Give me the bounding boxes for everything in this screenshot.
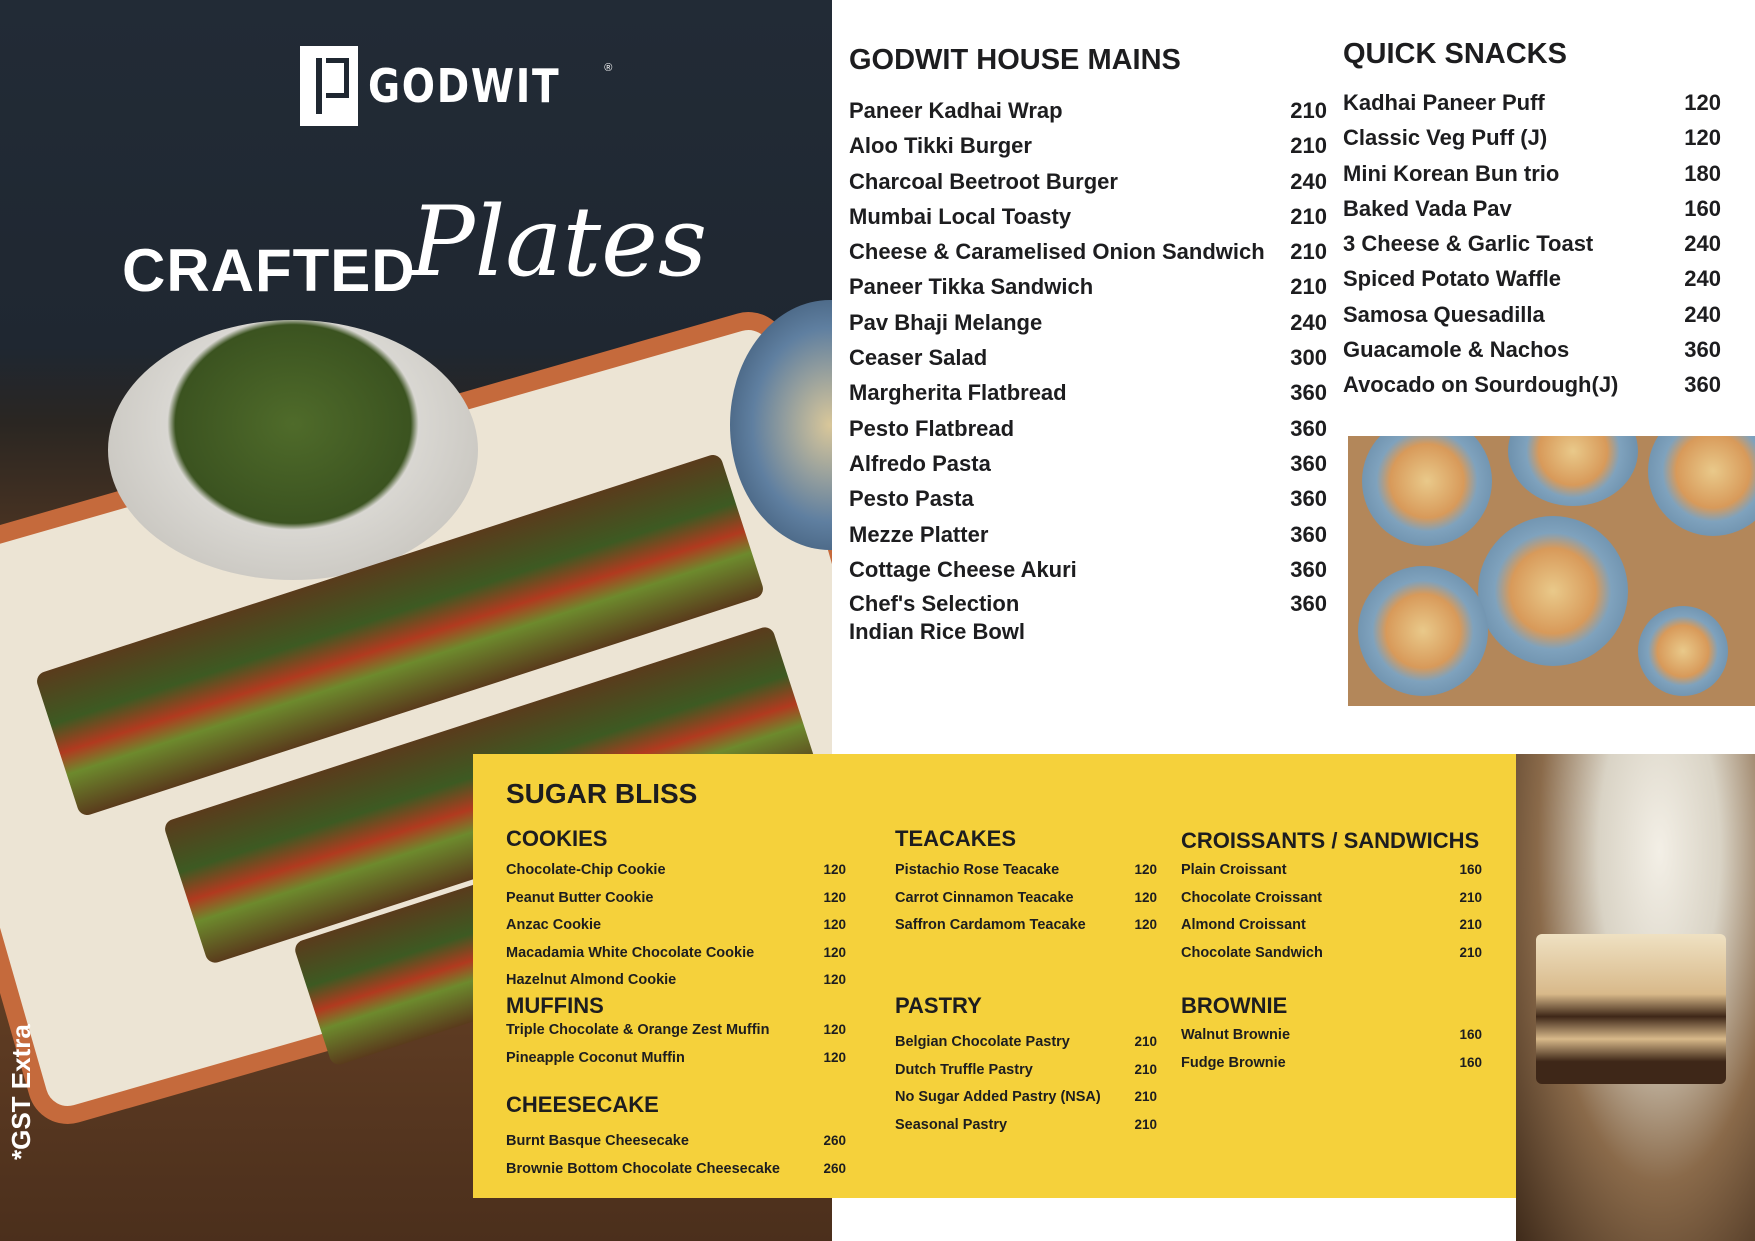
menu-item-price: 210 [1134,1061,1157,1077]
menu-item-price: 210 [1459,889,1482,905]
menu-item [506,1020,846,1048]
food-collage-image [1348,436,1755,706]
menu-item [849,378,1327,413]
menu-item-name: Pistachio Rose Teacake [895,862,1060,878]
menu-item [1343,159,1721,194]
snacks-list [1343,88,1721,406]
menu-item [849,202,1327,237]
croissants-list [1181,860,1482,970]
menu-item [1343,88,1721,123]
chutney-bowl-image [108,320,478,580]
menu-item-name-line: Chef's Selection [849,591,1020,617]
menu-item-price: 360 [1290,591,1327,617]
menu-item [895,888,1157,916]
menu-item [895,1060,1157,1088]
menu-item-name: Chocolate Sandwich [1181,944,1323,961]
menu-item-name: Macadamia White Chocolate Cookie [506,944,755,961]
menu-item [1343,335,1721,370]
menu-item-name: Belgian Chocolate Pastry [895,1034,1070,1050]
menu-item-price: 120 [1134,917,1157,932]
menu-item-price: 120 [823,889,846,905]
menu-item [849,590,1327,646]
menu-item-price: 210 [1290,239,1327,265]
menu-item-name: Avocado on Sourdough(J) [1343,372,1619,398]
menu-item [849,555,1327,590]
menu-item-name: Anzac Cookie [506,917,602,933]
menu-item [506,1159,846,1187]
menu-item [1181,943,1482,971]
menu-item-name: Kadhai Paneer Puff [1343,90,1545,115]
menu-item [849,167,1327,202]
menu-item-price: 210 [1459,944,1482,960]
menu-item-price: 210 [1134,1116,1157,1132]
menu-item-name [849,590,1025,646]
menu-item-price: 210 [1134,1089,1157,1104]
menu-item-name: Aloo Tikki Burger [849,133,1032,159]
menu-item-price: 160 [1459,862,1482,877]
menu-item [1181,888,1482,916]
menu-item [506,943,846,971]
menu-item-name: Paneer Kadhai Wrap [849,98,1063,123]
menu-item-name: Brownie Bottom Chocolate Cheesecake [506,1160,780,1177]
menu-item-price: 120 [823,862,846,877]
menu-item-price: 160 [1459,1054,1482,1070]
menu-item-name-line: Indian Rice Bowl [849,619,1026,645]
menu-item-name: Margherita Flatbread [849,380,1067,406]
menu-item-price: 160 [1459,1027,1482,1042]
menu-item-price: 120 [823,944,846,960]
menu-item-price: 120 [823,1049,846,1065]
menu-item [506,915,846,943]
menu-item [895,1087,1157,1115]
menu-item [849,343,1327,378]
menu-item-price: 120 [1134,862,1157,877]
mains-list [849,96,1327,646]
menu-item [1343,264,1721,299]
menu-item-name: Triple Chocolate & Orange Zest Muffin [506,1022,770,1038]
menu-item [849,414,1327,449]
menu-item-name: Dutch Truffle Pastry [895,1061,1033,1078]
menu-item [1343,300,1721,335]
menu-item-name: Pav Bhaji Melange [849,309,1043,335]
menu-item-name: 3 Cheese & Garlic Toast [1343,231,1594,257]
menu-item-price: 210 [1134,1034,1157,1049]
menu-item-price: 240 [1684,266,1721,292]
menu-item-price: 260 [823,1160,846,1176]
menu-item-name: Cottage Cheese Akuri [849,556,1077,582]
menu-item [895,1032,1157,1060]
muffins-title: MUFFINS [506,993,604,1018]
menu-item-price: 210 [1459,917,1482,932]
menu-item-name: Plain Croissant [1181,862,1287,878]
mains-title: GODWIT HOUSE MAINS [849,44,1181,76]
logo-bird-icon [300,46,358,126]
menu-item [849,131,1327,166]
menu-item [1343,229,1721,264]
cookies-list [506,860,846,998]
menu-item-name: Mini Korean Bun trio [1343,160,1560,186]
menu-item [506,1131,846,1159]
cheesecake-title: CHEESECAKE [506,1092,659,1117]
menu-item [849,484,1327,519]
menu-item-price: 120 [1684,90,1721,115]
menu-item [895,1115,1157,1143]
menu-item-name: Pesto Pasta [849,486,974,512]
menu-item-price: 360 [1290,415,1327,441]
menu-item [849,449,1327,484]
menu-item-price: 360 [1290,556,1327,582]
menu-item-name: Walnut Brownie [1181,1027,1291,1043]
menu-item [1181,1053,1482,1081]
menu-item-name: Carrot Cinnamon Teacake [895,889,1074,906]
menu-item-price: 120 [823,1022,846,1037]
menu-item [1181,915,1482,943]
menu-item-name: Samosa Quesadilla [1343,301,1545,327]
menu-item-name: Pineapple Coconut Muffin [506,1049,685,1066]
menu-item-name: Classic Veg Puff (J) [1343,125,1548,151]
menu-item-price: 180 [1684,160,1721,186]
pastry-list [895,1032,1157,1142]
menu-item-name: Chocolate-Chip Cookie [506,862,666,878]
menu-item-name: Baked Vada Pav [1343,195,1512,221]
menu-item-price: 160 [1684,195,1721,221]
menu-item-name: Mumbai Local Toasty [849,203,1072,229]
menu-item [506,860,846,888]
logo-text: GODWIT [368,59,561,113]
menu-item-name: Almond Croissant [1181,917,1306,933]
hero-title: CRAFTED [122,237,416,304]
menu-item-price: 240 [1290,168,1327,194]
menu-item-name: Chocolate Croissant [1181,889,1322,906]
gst-footnote: *GST Extra [6,1024,36,1160]
menu-item-name: Hazelnut Almond Cookie [506,972,677,988]
menu-item-price: 300 [1290,345,1327,371]
menu-item-price: 120 [823,972,846,987]
menu-item-name: Alfredo Pasta [849,450,991,476]
menu-item [849,308,1327,343]
menu-item-name: Seasonal Pastry [895,1116,1008,1133]
pastry-title: PASTRY [895,993,982,1018]
menu-item [849,520,1327,555]
snacks-title: QUICK SNACKS [1343,38,1567,70]
croissants-title: CROISSANTS / SANDWICHS [1181,828,1480,853]
hero-script-title: Plates [410,186,708,298]
menu-item [895,860,1157,888]
dessert-photo [1516,754,1755,1241]
menu-item-name: Pesto Flatbread [849,415,1015,441]
menu-item-name: Ceaser Salad [849,345,988,371]
menu-item-name: Peanut Butter Cookie [506,889,654,906]
cake-slice-image [1536,934,1726,1084]
registered-mark: ® [604,62,613,74]
brownie-list [1181,1025,1482,1080]
teacakes-list [895,860,1157,943]
menu-item-name: Fudge Brownie [1181,1054,1286,1071]
menu-item-name: Cheese & Caramelised Onion Sandwich [849,239,1265,265]
menu-item-price: 240 [1684,231,1721,257]
menu-item-name: Guacamole & Nachos [1343,337,1570,363]
menu-item [849,237,1327,272]
menu-item-price: 210 [1290,98,1327,123]
muffins-list [506,1020,846,1075]
menu-item-name: Mezze Platter [849,521,989,547]
menu-item [1343,194,1721,229]
menu-item [506,888,846,916]
brand-logo [300,46,612,126]
menu-item-name: Burnt Basque Cheesecake [506,1133,689,1149]
menu-item-name: Saffron Cardamom Teacake [895,917,1086,933]
menu-item-price: 210 [1290,133,1327,159]
menu-item-price: 120 [1134,889,1157,905]
cookies-title: COOKIES [506,826,608,851]
menu-item [1343,370,1721,405]
menu-item-price: 360 [1290,380,1327,406]
menu-item-price: 360 [1290,521,1327,547]
menu-item-name: Spiced Potato Waffle [1343,266,1561,292]
menu-item-name: Paneer Tikka Sandwich [849,274,1094,300]
menu-item-price: 360 [1684,337,1721,363]
menu-item-price: 240 [1290,309,1327,335]
menu-item-price: 260 [823,1133,846,1148]
menu-item-price: 120 [1684,125,1721,151]
menu-item-price: 120 [823,917,846,932]
sugar-bliss-title: SUGAR BLISS [506,778,698,809]
menu-item-price: 210 [1290,203,1327,229]
menu-item-price: 210 [1290,274,1327,300]
menu-item [506,1048,846,1076]
menu-item-price: 240 [1684,301,1721,327]
menu-item-name: No Sugar Added Pastry (NSA) [895,1089,1101,1105]
cheesecake-list [506,1131,846,1186]
menu-item-price: 360 [1684,372,1721,398]
menu-item-name: Charcoal Beetroot Burger [849,168,1118,194]
teacakes-title: TEACAKES [895,826,1017,851]
menu-item [1181,1025,1482,1053]
brownie-title: BROWNIE [1181,993,1288,1018]
menu-item [849,96,1327,131]
menu-item [849,272,1327,307]
menu-item [895,915,1157,943]
menu-item-price: 360 [1290,450,1327,476]
menu-item [1181,860,1482,888]
menu-item [1343,123,1721,158]
menu-item-price: 360 [1290,486,1327,512]
